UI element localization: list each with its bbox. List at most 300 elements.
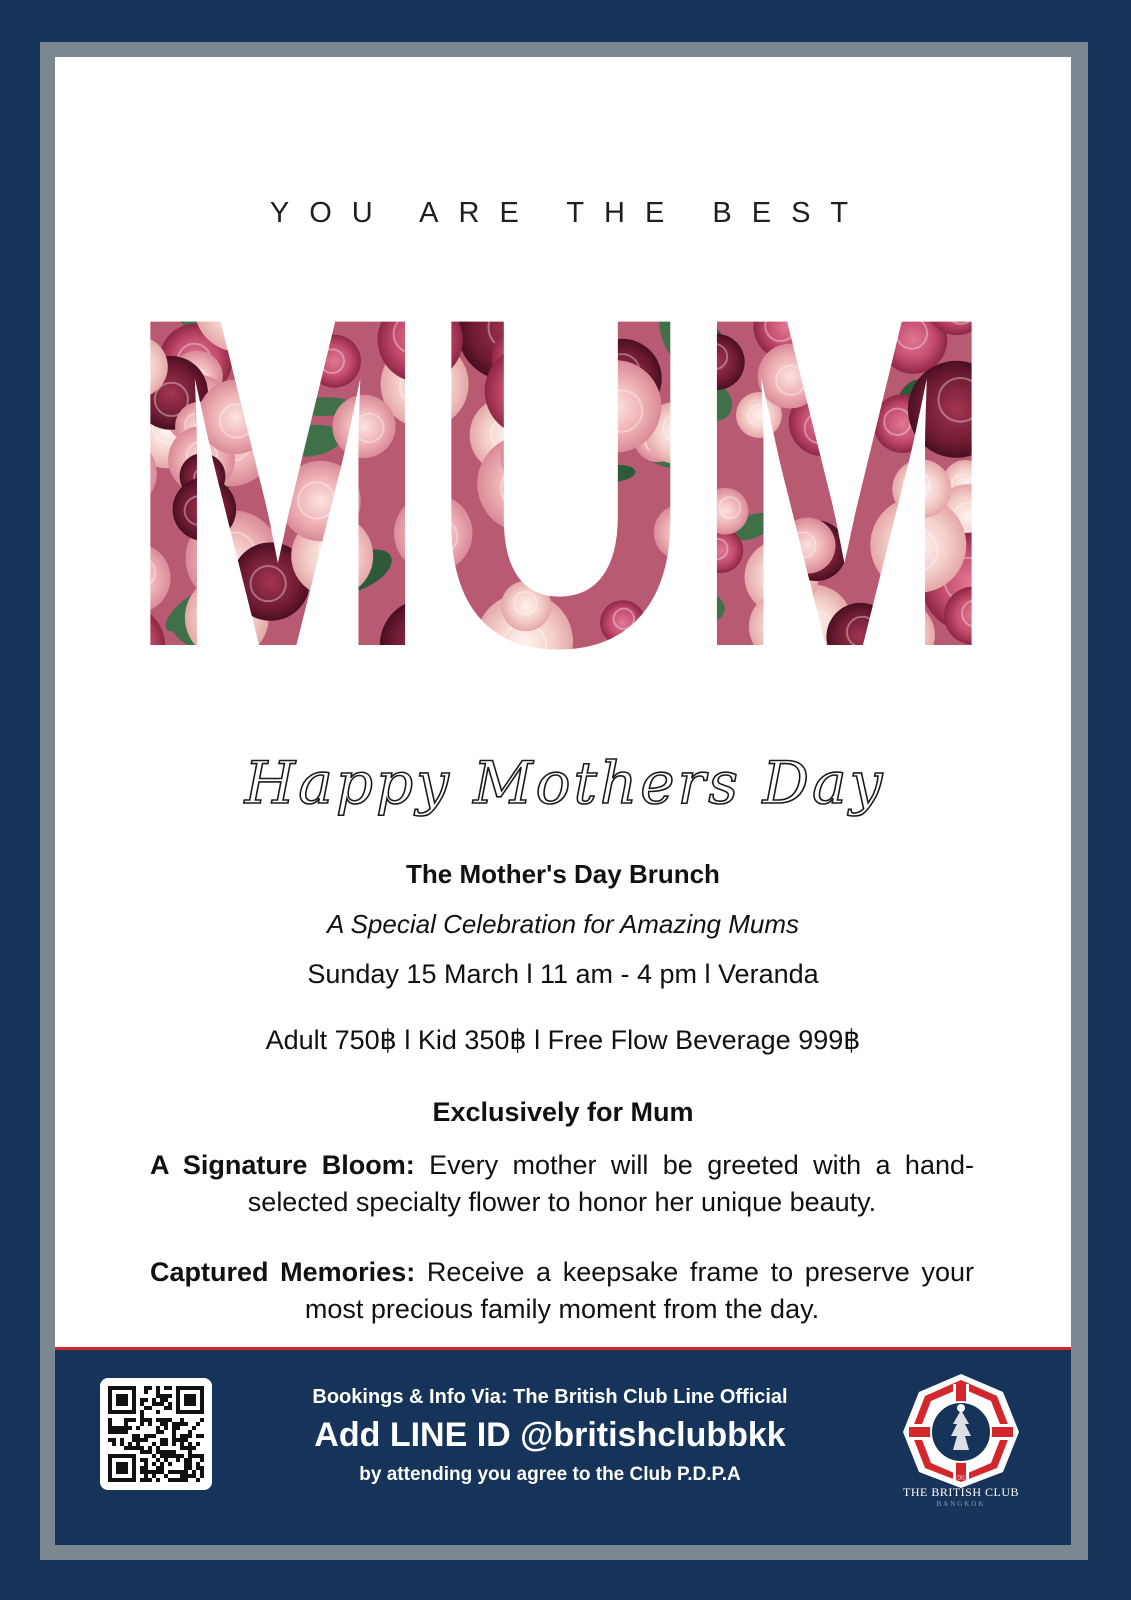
qr-module — [116, 1398, 120, 1402]
qr-module — [116, 1426, 120, 1430]
qr-module — [144, 1398, 148, 1402]
qr-module — [180, 1386, 184, 1390]
qr-module — [176, 1386, 180, 1390]
qr-module — [120, 1398, 124, 1402]
qr-module — [156, 1402, 160, 1406]
qr-module — [120, 1442, 124, 1446]
qr-module — [184, 1446, 188, 1450]
qr-module — [132, 1438, 136, 1442]
qr-module — [192, 1426, 196, 1430]
qr-module — [192, 1446, 196, 1450]
qr-module — [192, 1454, 196, 1458]
qr-module — [184, 1458, 188, 1462]
qr-module — [184, 1398, 188, 1402]
event-prices: Adult 750฿ l Kid 350฿ l Free Flow Beverage 999฿ — [265, 1025, 861, 1055]
qr-module — [184, 1466, 188, 1470]
rose-shape — [689, 334, 745, 390]
logo-city: BANGKOK — [936, 1500, 986, 1508]
qr-module — [152, 1454, 156, 1458]
qr-module — [116, 1394, 120, 1398]
qr-module — [192, 1386, 196, 1390]
rose-shape — [758, 344, 823, 409]
qr-module — [188, 1458, 192, 1462]
qr-module — [144, 1438, 148, 1442]
qr-module — [124, 1426, 128, 1430]
qr-module — [128, 1386, 132, 1390]
qr-module — [124, 1398, 128, 1402]
qr-module — [140, 1410, 144, 1414]
qr-module — [136, 1426, 140, 1430]
happy-mothers-day-script — [205, 725, 925, 855]
qr-module — [180, 1442, 184, 1446]
qr-module — [132, 1466, 136, 1470]
qr-module — [144, 1434, 148, 1438]
qr-module — [176, 1394, 180, 1398]
qr-module — [180, 1438, 184, 1442]
qr-module — [136, 1442, 140, 1446]
event-subtitle: A Special Celebration for Amazing Mums — [326, 909, 800, 939]
qr-module — [140, 1418, 144, 1422]
qr-module — [144, 1450, 148, 1454]
qr-module — [184, 1422, 188, 1426]
qr-module — [188, 1442, 192, 1446]
qr-module — [168, 1402, 172, 1406]
qr-module — [172, 1426, 176, 1430]
qr-module — [188, 1402, 192, 1406]
booking-info: Bookings & Info Via: The British Club Line Official — [312, 1386, 788, 1408]
qr-module — [168, 1418, 172, 1422]
qr-module — [140, 1446, 144, 1450]
event-details: Sunday 15 March l 11 am - 4 pm l Veranda — [307, 959, 819, 989]
qr-module — [140, 1438, 144, 1442]
qr-module — [188, 1386, 192, 1390]
qr-module — [200, 1398, 204, 1402]
qr-module — [124, 1454, 128, 1458]
qr-module — [164, 1418, 168, 1422]
qr-module — [124, 1478, 128, 1482]
qr-code[interactable] — [100, 1378, 212, 1490]
qr-module — [180, 1434, 184, 1438]
qr-module — [136, 1438, 140, 1442]
qr-module — [164, 1474, 168, 1478]
qr-module — [180, 1454, 184, 1458]
qr-module — [192, 1470, 196, 1474]
qr-module — [124, 1466, 128, 1470]
qr-module — [156, 1418, 160, 1422]
qr-module — [148, 1470, 152, 1474]
qr-module — [200, 1418, 204, 1422]
perk-label: Captured Memories: — [150, 1257, 416, 1287]
qr-module — [180, 1474, 184, 1478]
qr-module — [128, 1478, 132, 1482]
qr-module — [164, 1450, 168, 1454]
qr-module — [168, 1450, 172, 1454]
qr-module — [112, 1454, 116, 1458]
qr-module — [108, 1430, 112, 1434]
qr-module — [132, 1394, 136, 1398]
qr-module — [200, 1466, 204, 1470]
qr-module — [124, 1430, 128, 1434]
qr-module — [144, 1390, 148, 1394]
qr-module — [164, 1386, 168, 1390]
qr-module — [192, 1410, 196, 1414]
rose-shape — [569, 360, 662, 453]
qr-module — [160, 1442, 164, 1446]
qr-module — [108, 1422, 112, 1426]
qr-module — [184, 1402, 188, 1406]
rose-shape — [501, 581, 551, 631]
qr-module — [120, 1438, 124, 1442]
qr-module — [128, 1410, 132, 1414]
qr-module — [192, 1402, 196, 1406]
qr-module — [124, 1410, 128, 1414]
qr-module — [192, 1398, 196, 1402]
qr-module — [176, 1402, 180, 1406]
qr-module — [164, 1458, 168, 1462]
qr-module — [144, 1418, 148, 1422]
qr-module — [168, 1454, 172, 1458]
line-id: Add LINE ID @britishclubbkk — [314, 1416, 786, 1454]
rose-shape — [944, 587, 1001, 645]
qr-module — [120, 1386, 124, 1390]
qr-module — [156, 1410, 160, 1414]
qr-module — [112, 1478, 116, 1482]
qr-module — [156, 1466, 160, 1470]
qr-module — [172, 1434, 176, 1438]
qr-module — [108, 1418, 112, 1422]
qr-module — [144, 1406, 148, 1410]
qr-module — [196, 1434, 200, 1438]
qr-module — [200, 1386, 204, 1390]
qr-module — [156, 1430, 160, 1434]
qr-module — [200, 1474, 204, 1478]
qr-module — [124, 1462, 128, 1466]
qr-module — [184, 1438, 188, 1442]
qr-module — [156, 1478, 160, 1482]
qr-module — [176, 1390, 180, 1394]
qr-module — [120, 1426, 124, 1430]
qr-module — [128, 1442, 132, 1446]
qr-module — [160, 1394, 164, 1398]
qr-module — [112, 1442, 116, 1446]
qr-module — [132, 1434, 136, 1438]
qr-module — [108, 1454, 112, 1458]
perk-signature-bloom — [150, 1147, 974, 1221]
qr-module — [112, 1438, 116, 1442]
qr-module — [176, 1458, 180, 1462]
qr-module — [196, 1462, 200, 1466]
qr-module — [148, 1478, 152, 1482]
qr-module — [156, 1458, 160, 1462]
qr-module — [168, 1406, 172, 1410]
qr-module — [132, 1470, 136, 1474]
qr-module — [128, 1454, 132, 1458]
qr-module — [108, 1398, 112, 1402]
qr-module — [120, 1430, 124, 1434]
qr-module — [196, 1454, 200, 1458]
qr-module — [164, 1406, 168, 1410]
qr-module — [188, 1454, 192, 1458]
qr-module — [108, 1466, 112, 1470]
qr-module — [120, 1470, 124, 1474]
qr-module — [184, 1394, 188, 1398]
qr-module — [172, 1430, 176, 1434]
qr-module — [132, 1458, 136, 1462]
qr-module — [124, 1386, 128, 1390]
qr-module — [200, 1470, 204, 1474]
qr-module — [116, 1430, 120, 1434]
qr-module — [152, 1470, 156, 1474]
qr-module — [140, 1478, 144, 1482]
qr-module — [176, 1478, 180, 1482]
qr-module — [196, 1478, 200, 1482]
qr-module — [144, 1462, 148, 1466]
qr-module — [168, 1386, 172, 1390]
qr-module — [176, 1426, 180, 1430]
qr-module — [152, 1442, 156, 1446]
qr-module — [140, 1398, 144, 1402]
qr-module — [156, 1390, 160, 1394]
qr-module — [180, 1422, 184, 1426]
qr-module — [176, 1398, 180, 1402]
footer-band — [55, 1350, 1071, 1545]
qr-module — [152, 1402, 156, 1406]
qr-module — [144, 1458, 148, 1462]
qr-module — [108, 1458, 112, 1462]
qr-module — [188, 1434, 192, 1438]
qr-module — [108, 1474, 112, 1478]
qr-module — [140, 1414, 144, 1418]
qr-module — [108, 1394, 112, 1398]
qr-module — [180, 1478, 184, 1482]
qr-module — [140, 1466, 144, 1470]
qr-module — [132, 1398, 136, 1402]
qr-module — [124, 1418, 128, 1422]
rose-shape — [332, 395, 395, 458]
logo-year: 1903 — [954, 1474, 968, 1482]
qr-module — [176, 1470, 180, 1474]
qr-module — [148, 1418, 152, 1422]
qr-module — [132, 1454, 136, 1458]
qr-module — [124, 1402, 128, 1406]
qr-module — [156, 1450, 160, 1454]
qr-module — [196, 1410, 200, 1414]
qr-module — [180, 1418, 184, 1422]
qr-module — [124, 1422, 128, 1426]
qr-module — [136, 1434, 140, 1438]
qr-module — [176, 1410, 180, 1414]
qr-module — [148, 1434, 152, 1438]
poster-page — [55, 57, 1071, 1545]
qr-module — [188, 1430, 192, 1434]
qr-module — [140, 1470, 144, 1474]
qr-module — [112, 1410, 116, 1414]
qr-module — [184, 1410, 188, 1414]
event-title: The Mother's Day Brunch — [406, 859, 720, 889]
qr-module — [112, 1386, 116, 1390]
rose-shape — [198, 380, 272, 454]
perk-text: Receive a keepsake frame to preserve your most precious family moment from the day. — [304, 1257, 974, 1324]
qr-module — [124, 1470, 128, 1474]
qr-module — [188, 1466, 192, 1470]
qr-module — [124, 1394, 128, 1398]
qr-module — [168, 1478, 172, 1482]
kicker-text: YOU ARE THE BEST — [269, 197, 869, 229]
qr-module — [200, 1394, 204, 1398]
qr-module — [108, 1470, 112, 1474]
qr-module — [148, 1406, 152, 1410]
qr-module — [128, 1446, 132, 1450]
qr-module — [188, 1450, 192, 1454]
qr-module — [108, 1438, 112, 1442]
qr-module — [140, 1458, 144, 1462]
qr-module — [108, 1462, 112, 1466]
qr-module — [160, 1430, 164, 1434]
qr-module — [120, 1478, 124, 1482]
qr-module — [156, 1394, 160, 1398]
qr-module — [184, 1470, 188, 1474]
svg-text:Happy Mothers Day: Happy Mothers Day — [244, 749, 886, 817]
qr-module — [172, 1442, 176, 1446]
qr-module — [164, 1454, 168, 1458]
qr-module — [132, 1474, 136, 1478]
qr-module — [132, 1446, 136, 1450]
qr-module — [132, 1402, 136, 1406]
qr-module — [120, 1462, 124, 1466]
qr-module — [184, 1386, 188, 1390]
qr-module — [108, 1402, 112, 1406]
qr-module — [188, 1398, 192, 1402]
qr-module — [156, 1426, 160, 1430]
qr-module — [132, 1410, 136, 1414]
qr-module — [160, 1438, 164, 1442]
qr-module — [180, 1470, 184, 1474]
qr-module — [148, 1386, 152, 1390]
qr-module — [184, 1478, 188, 1482]
qr-module — [172, 1478, 176, 1482]
qr-module — [116, 1386, 120, 1390]
qr-module — [188, 1410, 192, 1414]
qr-code-icon — [108, 1386, 204, 1482]
rose-shape — [173, 478, 237, 542]
rose-shape — [780, 518, 836, 574]
qr-module — [160, 1470, 164, 1474]
qr-module — [160, 1402, 164, 1406]
qr-module — [188, 1462, 192, 1466]
qr-module — [156, 1446, 160, 1450]
qr-module — [164, 1426, 168, 1430]
qr-module — [108, 1390, 112, 1394]
qr-module — [116, 1410, 120, 1414]
qr-module — [132, 1462, 136, 1466]
qr-module — [176, 1406, 180, 1410]
qr-module — [200, 1406, 204, 1410]
rose-shape — [654, 504, 710, 560]
qr-module — [172, 1470, 176, 1474]
qr-module — [168, 1470, 172, 1474]
qr-module — [116, 1470, 120, 1474]
qr-module — [180, 1410, 184, 1414]
rose-shape — [819, 333, 884, 398]
qr-module — [140, 1422, 144, 1426]
qr-module — [196, 1422, 200, 1426]
qr-module — [148, 1450, 152, 1454]
pdpa-note: by attending you agree to the Club P.D.P.A — [359, 1464, 741, 1485]
qr-module — [176, 1454, 180, 1458]
qr-module — [172, 1438, 176, 1442]
rose-shape — [501, 424, 568, 491]
qr-module — [140, 1402, 144, 1406]
rose-shape — [600, 600, 645, 645]
qr-module — [108, 1478, 112, 1482]
qr-module — [176, 1422, 180, 1426]
qr-module — [168, 1394, 172, 1398]
rose-shape — [485, 346, 576, 437]
qr-module — [156, 1386, 160, 1390]
qr-module — [152, 1398, 156, 1402]
qr-module — [164, 1438, 168, 1442]
qr-module — [132, 1386, 136, 1390]
qr-module — [160, 1450, 164, 1454]
perk-text: Every mother will be greeted with a hand-selected specialty flower to honor her unique beauty. — [247, 1150, 974, 1217]
qr-module — [108, 1406, 112, 1410]
qr-module — [116, 1466, 120, 1470]
qr-module — [116, 1454, 120, 1458]
qr-module — [148, 1446, 152, 1450]
qr-module — [200, 1402, 204, 1406]
qr-module — [128, 1418, 132, 1422]
qr-module — [160, 1462, 164, 1466]
qr-module — [180, 1446, 184, 1450]
qr-module — [144, 1478, 148, 1482]
qr-module — [136, 1446, 140, 1450]
qr-module — [124, 1446, 128, 1450]
qr-module — [200, 1390, 204, 1394]
mum-floral-headline — [121, 303, 1001, 653]
qr-module — [164, 1398, 168, 1402]
qr-module — [160, 1418, 164, 1422]
qr-module — [160, 1454, 164, 1458]
qr-module — [156, 1470, 160, 1474]
qr-module — [192, 1394, 196, 1398]
qr-module — [128, 1426, 132, 1430]
qr-module — [160, 1466, 164, 1470]
qr-module — [144, 1386, 148, 1390]
qr-module — [192, 1474, 196, 1478]
qr-module — [112, 1430, 116, 1434]
qr-module — [108, 1410, 112, 1414]
exclusive-heading: Exclusively for Mum — [432, 1097, 694, 1127]
qr-module — [160, 1398, 164, 1402]
qr-module — [132, 1406, 136, 1410]
qr-module — [196, 1466, 200, 1470]
qr-module — [184, 1474, 188, 1478]
qr-module — [172, 1450, 176, 1454]
qr-module — [116, 1462, 120, 1466]
qr-module — [188, 1394, 192, 1398]
qr-module — [200, 1458, 204, 1462]
qr-module — [132, 1418, 136, 1422]
qr-module — [196, 1442, 200, 1446]
qr-module — [200, 1454, 204, 1458]
qr-module — [108, 1426, 112, 1430]
qr-module — [172, 1454, 176, 1458]
qr-module — [120, 1394, 124, 1398]
qr-module — [140, 1450, 144, 1454]
qr-module — [132, 1478, 136, 1482]
rose-shape — [908, 361, 1001, 458]
qr-module — [160, 1422, 164, 1426]
